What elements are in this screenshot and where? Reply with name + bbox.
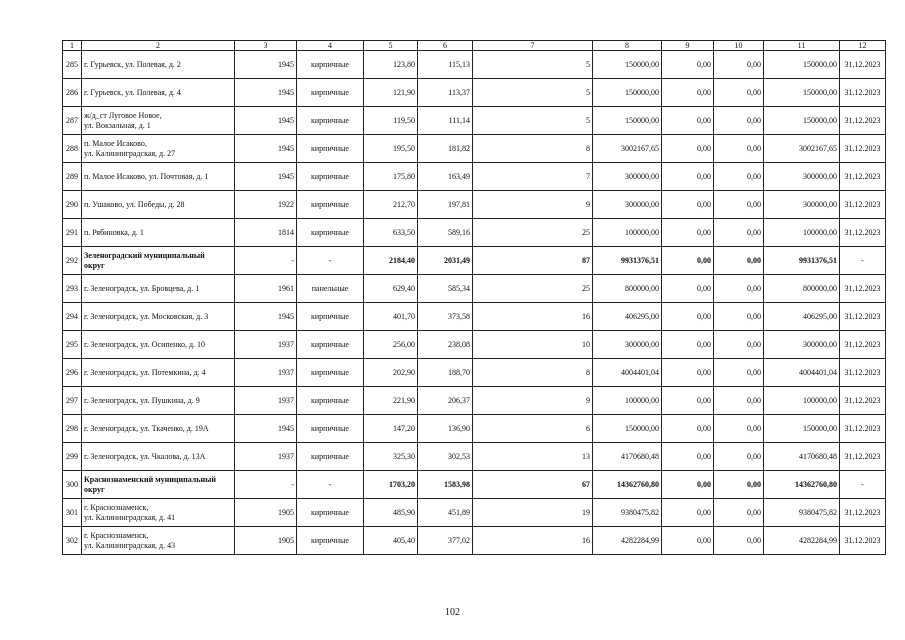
cost-cell: 800000,00	[593, 275, 662, 303]
year-cell: 1945	[235, 303, 297, 331]
wall-material-cell: кирпичные	[297, 191, 364, 219]
wall-material-cell: кирпичные	[297, 219, 364, 247]
total-area-cell: 175,80	[364, 163, 418, 191]
total-cost-cell: 800000,00	[764, 275, 840, 303]
living-area-cell: 197,81	[418, 191, 473, 219]
deadline-cell: 31.12.2023	[840, 387, 886, 415]
address-line: ул. Калининградская, д. 43	[84, 540, 176, 550]
address-line: г. Краснознаменск,	[84, 502, 149, 512]
fund-cell: 0,00	[662, 191, 714, 219]
cost-cell: 150000,00	[593, 51, 662, 79]
cost-cell: 4282284,99	[593, 527, 662, 555]
total-area-cell: 485,90	[364, 499, 418, 527]
living-area-cell: 585,34	[418, 275, 473, 303]
deadline-cell: 31.12.2023	[840, 331, 886, 359]
wall-material-cell: кирпичные	[297, 331, 364, 359]
year-cell: 1945	[235, 163, 297, 191]
address-cell	[82, 219, 235, 247]
total-cost-cell: 300000,00	[764, 331, 840, 359]
address-line: п. Ушаково, ул. Победы, д. 28	[84, 199, 185, 209]
budget-cell: 0,00	[714, 443, 764, 471]
year-cell: 1961	[235, 275, 297, 303]
total-area-cell: 401,70	[364, 303, 418, 331]
address-line: г. Краснознаменск,	[84, 530, 149, 540]
total-cost-cell: 14362760,80	[764, 471, 840, 499]
header-cell-6: 6	[418, 41, 473, 51]
row-number: 301	[63, 499, 82, 527]
header-cell-7: 7	[473, 41, 593, 51]
address-line: г. Гурьевск, ул. Полевая, д. 4	[84, 87, 181, 97]
residents-cell: 9	[473, 387, 593, 415]
total-cost-cell: 100000,00	[764, 387, 840, 415]
living-area-cell: 181,82	[418, 135, 473, 163]
total-cost-cell: 150000,00	[764, 51, 840, 79]
fund-cell: 0,00	[662, 387, 714, 415]
cost-cell: 9931376,51	[593, 247, 662, 275]
wall-material-cell: кирпичные	[297, 107, 364, 135]
year-cell: 1937	[235, 387, 297, 415]
total-cost-cell: 300000,00	[764, 191, 840, 219]
fund-cell: 0,00	[662, 359, 714, 387]
table-row	[63, 331, 886, 359]
living-area-cell: 113,37	[418, 79, 473, 107]
deadline-cell: 31.12.2023	[840, 527, 886, 555]
total-area-cell: 123,80	[364, 51, 418, 79]
residents-cell: 25	[473, 219, 593, 247]
table-row	[63, 163, 886, 191]
year-cell: 1937	[235, 331, 297, 359]
year-cell: 1814	[235, 219, 297, 247]
residents-cell: 6	[473, 415, 593, 443]
wall-material-cell: -	[297, 247, 364, 275]
budget-cell: 0,00	[714, 527, 764, 555]
total-area-cell: 633,50	[364, 219, 418, 247]
budget-cell: 0,00	[714, 359, 764, 387]
address-line: округ	[84, 484, 105, 494]
residents-cell: 5	[473, 107, 593, 135]
living-area-cell: 111,14	[418, 107, 473, 135]
row-number: 290	[63, 191, 82, 219]
address-line: ул. Калининградская, д. 41	[84, 512, 176, 522]
residents-cell: 8	[473, 359, 593, 387]
budget-cell: 0,00	[714, 219, 764, 247]
living-area-cell: 115,13	[418, 51, 473, 79]
wall-material-cell: кирпичные	[297, 135, 364, 163]
address-line: г. Зеленоградск, ул. Осипенко, д. 10	[84, 339, 206, 349]
table-row	[63, 415, 886, 443]
residents-cell: 9	[473, 191, 593, 219]
fund-cell: 0,00	[662, 51, 714, 79]
row-number: 295	[63, 331, 82, 359]
budget-cell: 0,00	[714, 191, 764, 219]
table-row	[63, 79, 886, 107]
row-number: 293	[63, 275, 82, 303]
residents-cell: 5	[473, 79, 593, 107]
table-row	[63, 387, 886, 415]
row-number: 288	[63, 135, 82, 163]
living-area-cell: 302,53	[418, 443, 473, 471]
total-cost-cell: 150000,00	[764, 415, 840, 443]
total-area-cell: 121,90	[364, 79, 418, 107]
wall-material-cell: кирпичные	[297, 359, 364, 387]
budget-cell: 0,00	[714, 303, 764, 331]
fund-cell: 0,00	[662, 527, 714, 555]
total-area-cell: 629,40	[364, 275, 418, 303]
wall-material-cell: кирпичные	[297, 303, 364, 331]
cost-cell: 150000,00	[593, 79, 662, 107]
cost-cell: 14362760,80	[593, 471, 662, 499]
total-area-cell: 221,90	[364, 387, 418, 415]
address-cell	[82, 387, 235, 415]
total-cost-cell: 300000,00	[764, 163, 840, 191]
wall-material-cell: кирпичные	[297, 51, 364, 79]
deadline-cell: 31.12.2023	[840, 51, 886, 79]
wall-material-cell: кирпичные	[297, 415, 364, 443]
residents-cell: 87	[473, 247, 593, 275]
address-line: ул. Вокзальная, д. 1	[84, 120, 151, 130]
table-row	[63, 275, 886, 303]
deadline-cell: 31.12.2023	[840, 135, 886, 163]
total-cost-cell: 4282284,99	[764, 527, 840, 555]
budget-cell: 0,00	[714, 135, 764, 163]
row-number: 298	[63, 415, 82, 443]
cost-cell: 3002167,65	[593, 135, 662, 163]
row-number: 294	[63, 303, 82, 331]
total-area-cell: 202,90	[364, 359, 418, 387]
budget-cell: 0,00	[714, 331, 764, 359]
cost-cell: 4170680,48	[593, 443, 662, 471]
header-cell-4: 4	[297, 41, 364, 51]
budget-cell: 0,00	[714, 471, 764, 499]
year-cell: 1937	[235, 443, 297, 471]
address-line: г. Зеленоградск, ул. Московская, д. 3	[84, 311, 209, 321]
header-cell-9: 9	[662, 41, 714, 51]
year-cell: 1922	[235, 191, 297, 219]
total-area-cell: 2184,40	[364, 247, 418, 275]
header-cell-3: 3	[235, 41, 297, 51]
deadline-cell: 31.12.2023	[840, 303, 886, 331]
budget-cell: 0,00	[714, 107, 764, 135]
row-number: 286	[63, 79, 82, 107]
fund-cell: 0,00	[662, 107, 714, 135]
address-line: г. Зеленоградск, ул. Пушкина, д. 9	[84, 395, 200, 405]
budget-cell: 0,00	[714, 387, 764, 415]
table-row	[63, 443, 886, 471]
address-line: г. Зеленоградск, ул. Потемкина, д. 4	[84, 367, 206, 377]
budget-cell: 0,00	[714, 275, 764, 303]
fund-cell: 0,00	[662, 471, 714, 499]
fund-cell: 0,00	[662, 247, 714, 275]
table-row	[63, 527, 886, 555]
address-cell	[82, 443, 235, 471]
table-row	[63, 191, 886, 219]
residents-cell: 16	[473, 303, 593, 331]
fund-cell: 0,00	[662, 275, 714, 303]
address-line: п. Рябиновка, д. 1	[84, 227, 144, 237]
table-row	[63, 303, 886, 331]
address-cell	[82, 135, 235, 163]
year-cell: 1905	[235, 499, 297, 527]
fund-cell: 0,00	[662, 163, 714, 191]
address-line: п. Малое Исаково,	[84, 138, 147, 148]
address-line: г. Зеленоградск, ул. Чкалова, д. 13А	[84, 451, 206, 461]
address-line: Краснознаменский муниципальный	[84, 474, 216, 484]
address-line: ул. Калининградская, д. 27	[84, 148, 176, 158]
total-cost-cell: 9931376,51	[764, 247, 840, 275]
row-number: 289	[63, 163, 82, 191]
fund-cell: 0,00	[662, 219, 714, 247]
header-cell-5: 5	[364, 41, 418, 51]
living-area-cell: 188,70	[418, 359, 473, 387]
budget-cell: 0,00	[714, 499, 764, 527]
total-cost-cell: 150000,00	[764, 107, 840, 135]
row-number: 285	[63, 51, 82, 79]
year-cell: 1905	[235, 527, 297, 555]
budget-cell: 0,00	[714, 163, 764, 191]
row-number: 300	[63, 471, 82, 499]
address-cell	[82, 163, 235, 191]
total-area-cell: 405,40	[364, 527, 418, 555]
address-cell	[82, 191, 235, 219]
residents-cell: 10	[473, 331, 593, 359]
total-area-cell: 325,30	[364, 443, 418, 471]
total-cost-cell: 406295,00	[764, 303, 840, 331]
fund-cell: 0,00	[662, 303, 714, 331]
year-cell: 1945	[235, 135, 297, 163]
cost-cell: 300000,00	[593, 163, 662, 191]
living-area-cell: 1583,98	[418, 471, 473, 499]
fund-cell: 0,00	[662, 499, 714, 527]
cost-cell: 300000,00	[593, 331, 662, 359]
residents-cell: 7	[473, 163, 593, 191]
page-number: 102	[445, 607, 460, 618]
address-line: ж/д_ст Луговое Новое,	[84, 110, 162, 120]
living-area-cell: 238,08	[418, 331, 473, 359]
deadline-cell: 31.12.2023	[840, 163, 886, 191]
deadline-cell: 31.12.2023	[840, 219, 886, 247]
cost-cell: 100000,00	[593, 387, 662, 415]
table-row	[63, 359, 886, 387]
district-subtotal-row	[63, 247, 886, 275]
living-area-cell: 163,49	[418, 163, 473, 191]
cost-cell: 150000,00	[593, 107, 662, 135]
year-cell: 1945	[235, 51, 297, 79]
wall-material-cell: кирпичные	[297, 163, 364, 191]
address-cell	[82, 471, 235, 499]
deadline-cell: -	[840, 247, 886, 275]
table-row	[63, 135, 886, 163]
address-cell	[82, 303, 235, 331]
cost-cell: 9380475,82	[593, 499, 662, 527]
table-row	[63, 107, 886, 135]
table-row	[63, 499, 886, 527]
row-number: 292	[63, 247, 82, 275]
year-cell: -	[235, 471, 297, 499]
fund-cell: 0,00	[662, 443, 714, 471]
row-number: 302	[63, 527, 82, 555]
address-line: п. Малое Исаково, ул. Почтовая, д. 1	[84, 171, 209, 181]
deadline-cell: 31.12.2023	[840, 359, 886, 387]
budget-cell: 0,00	[714, 415, 764, 443]
district-subtotal-row	[63, 471, 886, 499]
residents-cell: 67	[473, 471, 593, 499]
wall-material-cell: панельные	[297, 275, 364, 303]
deadline-cell: 31.12.2023	[840, 79, 886, 107]
register-table	[62, 40, 886, 555]
budget-cell: 0,00	[714, 79, 764, 107]
year-cell: 1937	[235, 359, 297, 387]
cost-cell: 100000,00	[593, 219, 662, 247]
total-cost-cell: 150000,00	[764, 79, 840, 107]
address-cell	[82, 499, 235, 527]
residents-cell: 25	[473, 275, 593, 303]
fund-cell: 0,00	[662, 331, 714, 359]
deadline-cell: 31.12.2023	[840, 191, 886, 219]
total-cost-cell: 4004401,04	[764, 359, 840, 387]
address-cell	[82, 51, 235, 79]
wall-material-cell: кирпичные	[297, 79, 364, 107]
year-cell: -	[235, 247, 297, 275]
total-area-cell: 256,00	[364, 331, 418, 359]
residents-cell: 8	[473, 135, 593, 163]
table-row	[63, 51, 886, 79]
total-cost-cell: 100000,00	[764, 219, 840, 247]
living-area-cell: 136,90	[418, 415, 473, 443]
deadline-cell: -	[840, 471, 886, 499]
row-number: 297	[63, 387, 82, 415]
wall-material-cell: -	[297, 471, 364, 499]
header-row	[63, 41, 886, 51]
row-number: 287	[63, 107, 82, 135]
fund-cell: 0,00	[662, 415, 714, 443]
total-area-cell: 119,50	[364, 107, 418, 135]
wall-material-cell: кирпичные	[297, 527, 364, 555]
table-row	[63, 219, 886, 247]
address-line: Зеленоградский муниципальный	[84, 250, 205, 260]
address-cell	[82, 247, 235, 275]
living-area-cell: 2031,49	[418, 247, 473, 275]
address-line: г. Гурьевск, ул. Полевая, д. 2	[84, 59, 181, 69]
address-cell	[82, 359, 235, 387]
deadline-cell: 31.12.2023	[840, 443, 886, 471]
living-area-cell: 451,89	[418, 499, 473, 527]
deadline-cell: 31.12.2023	[840, 275, 886, 303]
address-line: округ	[84, 260, 105, 270]
header-cell-12: 12	[840, 41, 886, 51]
total-area-cell: 212,70	[364, 191, 418, 219]
address-cell	[82, 275, 235, 303]
address-cell	[82, 331, 235, 359]
budget-cell: 0,00	[714, 51, 764, 79]
cost-cell: 406295,00	[593, 303, 662, 331]
wall-material-cell: кирпичные	[297, 387, 364, 415]
address-cell	[82, 415, 235, 443]
row-number: 299	[63, 443, 82, 471]
total-cost-cell: 9380475,82	[764, 499, 840, 527]
living-area-cell: 206,37	[418, 387, 473, 415]
header-cell-1: 1	[63, 41, 82, 51]
header-cell-2: 2	[82, 41, 235, 51]
address-line: г. Зеленоградск, ул. Ткаченко, д. 19А	[84, 423, 209, 433]
residents-cell: 19	[473, 499, 593, 527]
budget-cell: 0,00	[714, 247, 764, 275]
year-cell: 1945	[235, 415, 297, 443]
total-cost-cell: 3002167,65	[764, 135, 840, 163]
total-area-cell: 1703,20	[364, 471, 418, 499]
living-area-cell: 377,02	[418, 527, 473, 555]
row-number: 291	[63, 219, 82, 247]
wall-material-cell: кирпичные	[297, 499, 364, 527]
table-body	[63, 41, 886, 555]
cost-cell: 150000,00	[593, 415, 662, 443]
residents-cell: 5	[473, 51, 593, 79]
wall-material-cell: кирпичные	[297, 443, 364, 471]
header-cell-10: 10	[714, 41, 764, 51]
cost-cell: 300000,00	[593, 191, 662, 219]
row-number: 296	[63, 359, 82, 387]
year-cell: 1945	[235, 107, 297, 135]
year-cell: 1945	[235, 79, 297, 107]
address-cell	[82, 79, 235, 107]
address-cell	[82, 107, 235, 135]
deadline-cell: 31.12.2023	[840, 499, 886, 527]
living-area-cell: 589,16	[418, 219, 473, 247]
total-cost-cell: 4170680,48	[764, 443, 840, 471]
residents-cell: 16	[473, 527, 593, 555]
fund-cell: 0,00	[662, 79, 714, 107]
residents-cell: 13	[473, 443, 593, 471]
header-cell-8: 8	[593, 41, 662, 51]
deadline-cell: 31.12.2023	[840, 415, 886, 443]
fund-cell: 0,00	[662, 135, 714, 163]
deadline-cell: 31.12.2023	[840, 107, 886, 135]
address-cell	[82, 527, 235, 555]
total-area-cell: 147,20	[364, 415, 418, 443]
total-area-cell: 195,50	[364, 135, 418, 163]
living-area-cell: 373,58	[418, 303, 473, 331]
address-line: г. Зеленоградск, ул. Бровцева, д. 1	[84, 283, 200, 293]
header-cell-11: 11	[764, 41, 840, 51]
cost-cell: 4004401,04	[593, 359, 662, 387]
